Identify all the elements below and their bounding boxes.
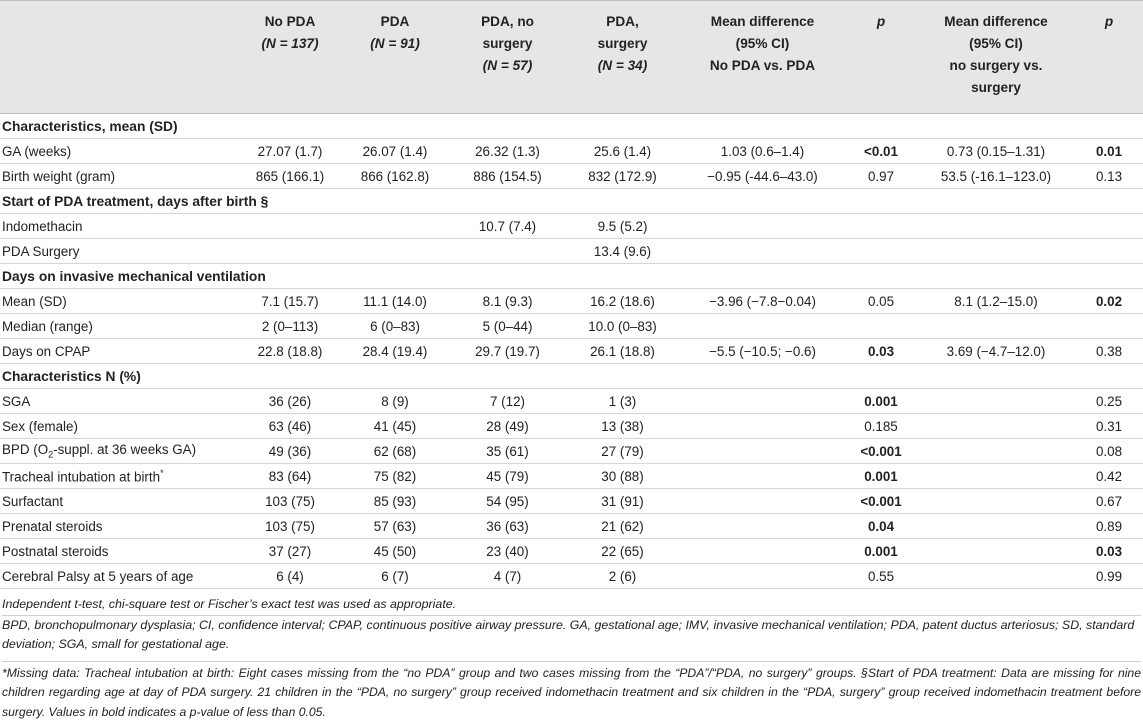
cell: 23 (40) (450, 539, 565, 564)
row-label: Surfactant (0, 489, 240, 514)
section-row (0, 189, 1143, 214)
cell (680, 514, 845, 539)
cell: 85 (93) (340, 489, 450, 514)
cell: 0.13 (1075, 164, 1143, 189)
cell: <0.001 (845, 489, 917, 514)
cell: <0.01 (845, 139, 917, 164)
cell (917, 414, 1075, 439)
cell (917, 514, 1075, 539)
cell: 62 (68) (340, 439, 450, 464)
cell (680, 214, 845, 239)
cell: 36 (26) (240, 389, 340, 414)
cell (680, 564, 845, 589)
cell: 0.89 (1075, 514, 1143, 539)
header-cell (0, 1, 240, 114)
cell: 28 (49) (450, 414, 565, 439)
table-row (0, 539, 1143, 564)
row-label: GA (weeks) (0, 139, 240, 164)
section-row (0, 364, 1143, 389)
cell: 0.31 (1075, 414, 1143, 439)
cell: 866 (162.8) (340, 164, 450, 189)
cell: <0.001 (845, 439, 917, 464)
footnote-abbreviations: BPD, bronchopulmonary dysplasia; CI, confidence interval; CPAP, continuous positive airway pressure. GA, gestational age; IMV, invasive mechanical ventilation; PDA, patent ductus arteriosus; SD, standard deviation; SGA, small for gestational age. (2, 615, 1141, 655)
row-label: Postnatal steroids (0, 539, 240, 564)
cell: 53.5 (-16.1–123.0) (917, 164, 1075, 189)
cell: 0.99 (1075, 564, 1143, 589)
table-row (0, 514, 1143, 539)
row-label: Indomethacin (0, 214, 240, 239)
cell (845, 314, 917, 339)
cell (680, 239, 845, 264)
cell (680, 414, 845, 439)
cell: 7.1 (15.7) (240, 289, 340, 314)
cell: 1.03 (0.6–1.4) (680, 139, 845, 164)
row-label: Prenatal steroids (0, 514, 240, 539)
cell: 27.07 (1.7) (240, 139, 340, 164)
header-pda-surgery: PDA, surgery (N = 34) (565, 1, 680, 114)
cell: 0.03 (845, 339, 917, 364)
row-label: Tracheal intubation at birth* (0, 464, 240, 489)
cell: 75 (82) (340, 464, 450, 489)
table-row (0, 289, 1143, 314)
cell: 57 (63) (340, 514, 450, 539)
cell (680, 439, 845, 464)
header-pda: PDA (N = 91) (340, 1, 450, 114)
section-row (0, 114, 1143, 139)
cell (340, 214, 450, 239)
cell (450, 239, 565, 264)
cell: 26.1 (18.8) (565, 339, 680, 364)
cell: 27 (79) (565, 439, 680, 464)
cell: 35 (61) (450, 439, 565, 464)
cell: 0.04 (845, 514, 917, 539)
cell: 29.7 (19.7) (450, 339, 565, 364)
cell: −3.96 (−7.8−0.04) (680, 289, 845, 314)
cell (680, 464, 845, 489)
cell: 22.8 (18.8) (240, 339, 340, 364)
cell: 6 (4) (240, 564, 340, 589)
cell: 10.0 (0–83) (565, 314, 680, 339)
cell: 0.42 (1075, 464, 1143, 489)
cell: 865 (166.1) (240, 164, 340, 189)
cell: 26.07 (1.4) (340, 139, 450, 164)
cell: 31 (91) (565, 489, 680, 514)
row-label: Median (range) (0, 314, 240, 339)
cell: 37 (27) (240, 539, 340, 564)
header-row (0, 1, 1143, 114)
cell: 45 (50) (340, 539, 450, 564)
cell (845, 214, 917, 239)
table-row (0, 389, 1143, 414)
cell: −5.5 (−10.5; −0.6) (680, 339, 845, 364)
cell (1075, 239, 1143, 264)
cell: 8.1 (9.3) (450, 289, 565, 314)
header-mean-diff-1: Mean difference (95% CI) No PDA vs. PDA (680, 1, 845, 114)
cell: 63 (46) (240, 414, 340, 439)
table-row (0, 439, 1143, 464)
cell (917, 489, 1075, 514)
cell: 49 (36) (240, 439, 340, 464)
table-row (0, 564, 1143, 589)
table-row (0, 164, 1143, 189)
cell: 103 (75) (240, 514, 340, 539)
cell: −0.95 (-44.6–43.0) (680, 164, 845, 189)
cell: 5 (0–44) (450, 314, 565, 339)
header-mean-diff-2: Mean difference (95% CI) no surgery vs. surgery (917, 1, 1075, 114)
cell: 0.001 (845, 389, 917, 414)
section-label: Start of PDA treatment, days after birth § (0, 189, 1143, 214)
cell (917, 539, 1075, 564)
row-label: PDA Surgery (0, 239, 240, 264)
cell: 45 (79) (450, 464, 565, 489)
cell (917, 314, 1075, 339)
cell (917, 564, 1075, 589)
cell: 41 (45) (340, 414, 450, 439)
cell: 13.4 (9.6) (565, 239, 680, 264)
cell (1075, 314, 1143, 339)
cell (917, 439, 1075, 464)
cell (1075, 214, 1143, 239)
cell: 0.02 (1075, 289, 1143, 314)
cell: 54 (95) (450, 489, 565, 514)
table-footnotes (0, 589, 1143, 722)
cell: 0.001 (845, 464, 917, 489)
cell: 0.38 (1075, 339, 1143, 364)
cell: 3.69 (−4.7–12.0) (917, 339, 1075, 364)
cell: 0.73 (0.15–1.31) (917, 139, 1075, 164)
cell: 0.67 (1075, 489, 1143, 514)
table-row (0, 314, 1143, 339)
header-p-1: p (845, 1, 917, 114)
cell: 7 (12) (450, 389, 565, 414)
cell: 0.01 (1075, 139, 1143, 164)
cell: 83 (64) (240, 464, 340, 489)
footnote-missing-data: *Missing data: Tracheal intubation at birth: Eight cases missing from the “no PDA” group and two cases missing from the “PDA”/“PDA, no surgery” groups. §Start of PDA treatment: Data are missing for nine children regarding age at day of PDA surgery. 21 children in the “PDA, no surgery” group received indomethacin treatment and six children in the “PDA, surgery” group received indomethacin treatment before surgery. Values in bold indicates a p-value of less than 0.05. (2, 661, 1141, 722)
header-no-pda: No PDA (N = 137) (240, 1, 340, 114)
row-label: BPD ($O_2$-suppl. at 36 weeks GA) (0, 439, 240, 464)
cell: 8.1 (1.2–15.0) (917, 289, 1075, 314)
cell (680, 389, 845, 414)
table-row (0, 339, 1143, 364)
cell: 0.185 (845, 414, 917, 439)
cell: 8 (9) (340, 389, 450, 414)
section-label: Days on invasive mechanical ventilation (0, 264, 1143, 289)
cell: 0.05 (845, 289, 917, 314)
cell: 886 (154.5) (450, 164, 565, 189)
section-label: Characteristics, mean (SD) (0, 114, 1143, 139)
cell (680, 539, 845, 564)
cell (917, 389, 1075, 414)
header-p-2: p (1075, 1, 1143, 114)
cell (917, 214, 1075, 239)
cell: 2 (6) (565, 564, 680, 589)
row-label: Days on CPAP (0, 339, 240, 364)
header-pda-no-surgery: PDA, no surgery (N = 57) (450, 1, 565, 114)
cell (917, 464, 1075, 489)
table-row (0, 239, 1143, 264)
cell: 0.55 (845, 564, 917, 589)
table-row (0, 139, 1143, 164)
cell: 28.4 (19.4) (340, 339, 450, 364)
cell: 26.32 (1.3) (450, 139, 565, 164)
cell: 16.2 (18.6) (565, 289, 680, 314)
cell (240, 214, 340, 239)
cell: 11.1 (14.0) (340, 289, 450, 314)
cell: 4 (7) (450, 564, 565, 589)
cell: 0.25 (1075, 389, 1143, 414)
table-row (0, 464, 1143, 489)
cell: 10.7 (7.4) (450, 214, 565, 239)
cell: 21 (62) (565, 514, 680, 539)
cell: 1 (3) (565, 389, 680, 414)
table-row (0, 489, 1143, 514)
row-label: Mean (SD) (0, 289, 240, 314)
table-row (0, 214, 1143, 239)
section-row (0, 264, 1143, 289)
cell: 0.03 (1075, 539, 1143, 564)
row-label: Birth weight (gram) (0, 164, 240, 189)
cell (680, 489, 845, 514)
cell: 0.08 (1075, 439, 1143, 464)
cell (917, 239, 1075, 264)
cell: 9.5 (5.2) (565, 214, 680, 239)
cell (845, 239, 917, 264)
footnote-tests: Independent t-test, chi-square test or Fischer’s exact test was used as appropriate. (2, 595, 1141, 615)
row-label: Cerebral Palsy at 5 years of age (0, 564, 240, 589)
cell: 2 (0–113) (240, 314, 340, 339)
cell: 13 (38) (565, 414, 680, 439)
table-row (0, 414, 1143, 439)
cell: 0.97 (845, 164, 917, 189)
cell: 103 (75) (240, 489, 340, 514)
section-label: Characteristics N (%) (0, 364, 1143, 389)
row-label: SGA (0, 389, 240, 414)
cell: 30 (88) (565, 464, 680, 489)
cell (340, 239, 450, 264)
row-label: Sex (female) (0, 414, 240, 439)
cell: 6 (7) (340, 564, 450, 589)
cell: 832 (172.9) (565, 164, 680, 189)
cell: 36 (63) (450, 514, 565, 539)
cell: 0.001 (845, 539, 917, 564)
cell: 22 (65) (565, 539, 680, 564)
cell (680, 314, 845, 339)
cell: 6 (0–83) (340, 314, 450, 339)
cell (240, 239, 340, 264)
cell: 25.6 (1.4) (565, 139, 680, 164)
